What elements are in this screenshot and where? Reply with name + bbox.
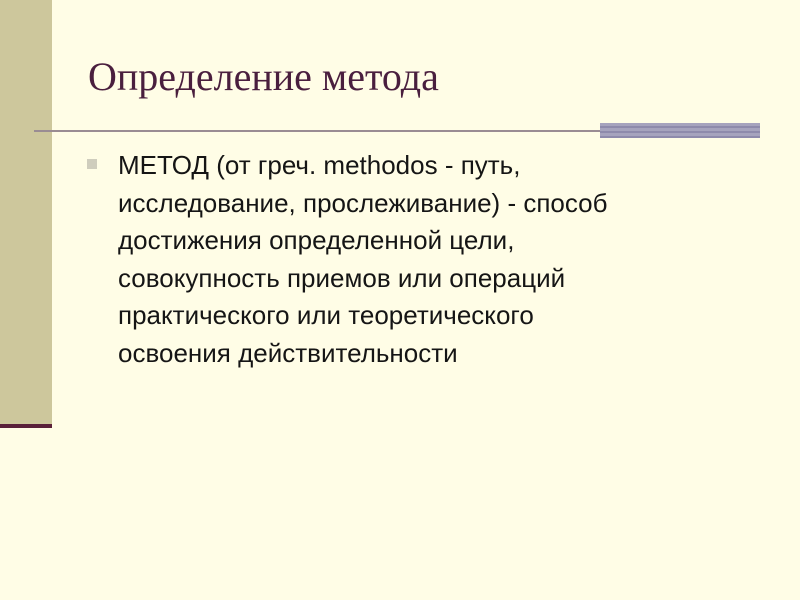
side-decor-bar: [0, 0, 52, 425]
square-bullet-icon: [87, 159, 97, 169]
side-decor-underline: [0, 424, 52, 428]
slide-title: Определение метода: [88, 54, 439, 99]
bullet-text: МЕТОД (от греч. methodos - путь, исследование, прослеживание) - способ достижения определенной цели, совокупность приемов или операций практического или теоретического освоения действительности: [118, 150, 608, 368]
title-divider-accent-bar: [600, 123, 760, 138]
